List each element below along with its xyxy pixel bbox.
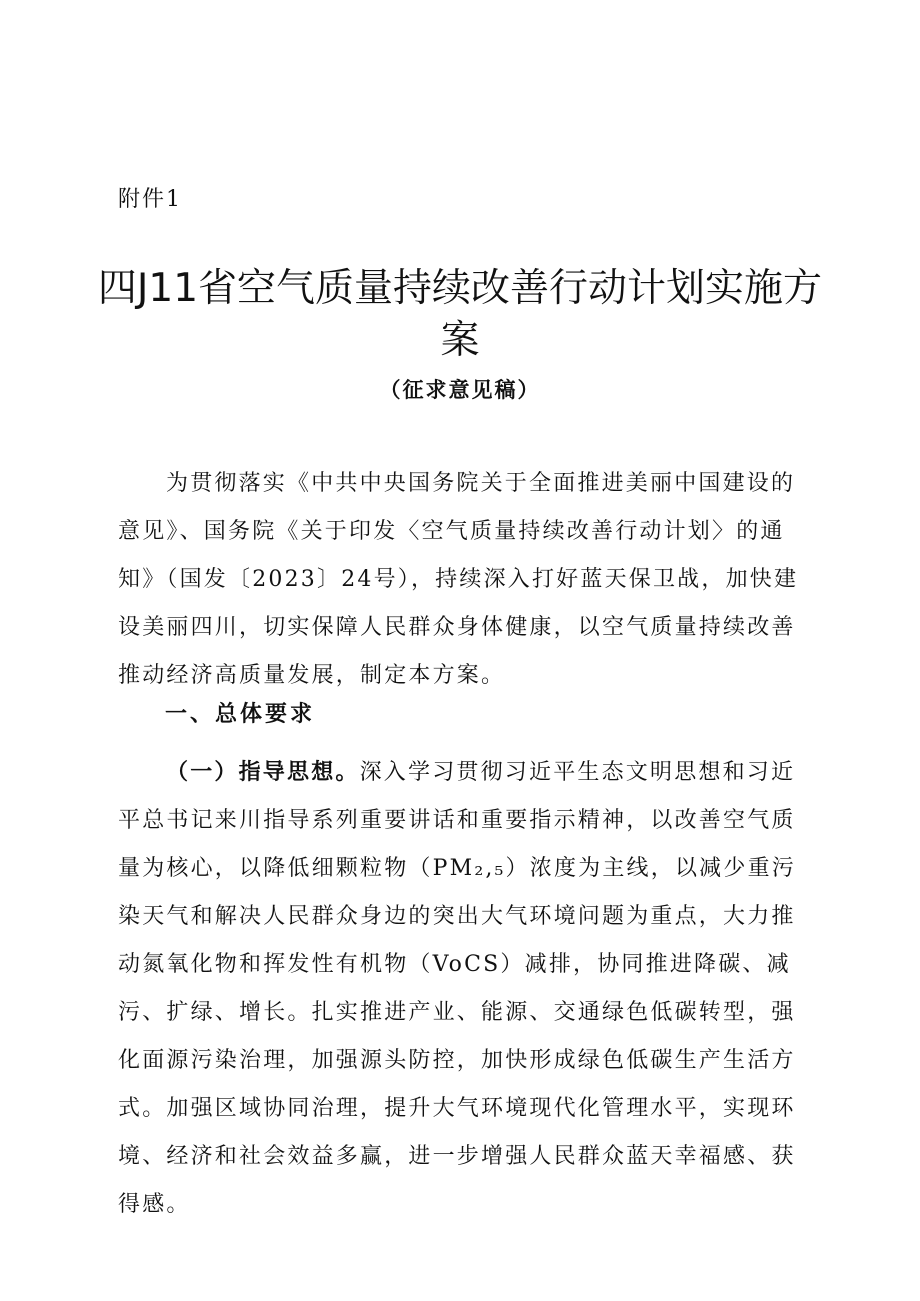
document-title-line1: 四J11省空气质量持续改善行动计划实施方 [97,266,823,311]
document-title-line2: 案 [440,318,480,363]
guiding-thought-paragraph [118,748,808,1229]
intro-paragraph [118,460,808,700]
section-heading: 一、总体要求 [165,701,316,727]
attachment-label: 附件1 [118,187,182,212]
document-subtitle: （征求意见稿） [379,377,541,402]
subsection-text: 深入学习贯彻习近平生态文明思想和习近平总书记来川指导系列重要讲话和重要指示精神，以改善空气质量为核心，以降低细颗粒物（PM₂,₅）浓度为主线，以减少重污染天气和解决人民群众身边的突出大气环境问题为重点，大力推动氮氧化物和挥发性有机物（VoCS）减排，协同推进降碳、减污、扩绿、增长。扎实推进产业、能源、交通绿色低碳转型，强化面源污染治理，加强源头防控，加快形成绿色低碳生产生活方式。加强区域协同治理，提升大气环境现代化管理水平，实现环境、经济和社会效益多赢，进一步增强人民群众蓝天幸福感、获得感。 [118,760,796,1217]
subsection-lead: （一）指导思想。 [166,759,360,785]
intro-paragraph-text: 为贯彻落实《中共中央国务院关于全面推进美丽中国建设的意见》、国务院《关于印发〈空气质量持续改善行动计划〉的通知》（国发〔2023〕24号），持续深入打好蓝天保卫战，加快建设美丽四川，切实保障人民群众身体健康，以空气质量持续改善推动经济高质量发展，制定本方案。 [118,471,799,688]
